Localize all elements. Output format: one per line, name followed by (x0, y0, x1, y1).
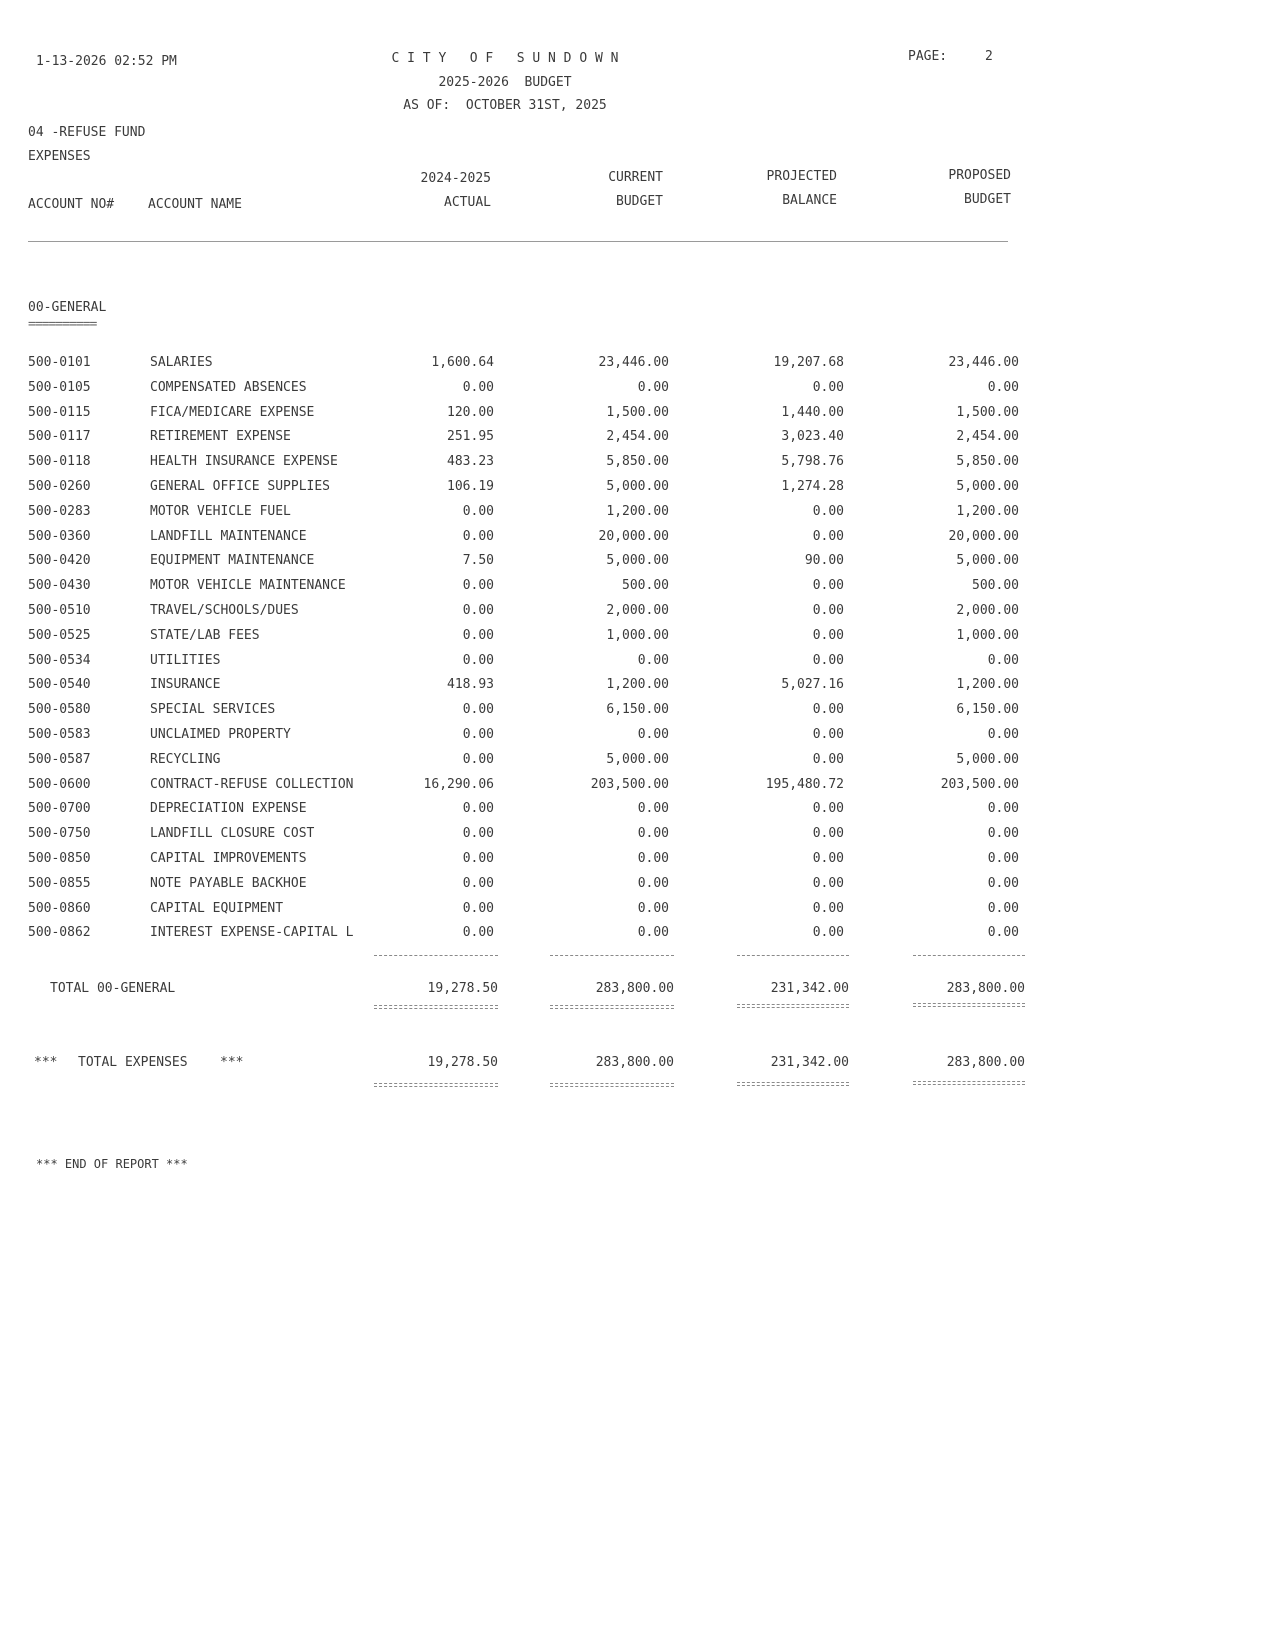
projected-balance: 0.00 (812, 851, 844, 866)
current-budget: 0.00 (637, 875, 669, 891)
account-number: 500-0855 (28, 875, 91, 891)
account-name: INSURANCE (150, 677, 221, 693)
table-row (0, 653, 1275, 673)
grand-total-actual: 19,278.50 (427, 1055, 498, 1070)
account-name: NOTE PAYABLE BACKHOE (150, 875, 307, 891)
projected-balance: 0.00 (812, 925, 844, 941)
report-datetime: 1-13-2026 02:52 PM (36, 54, 177, 69)
account-name: UNCLAIMED PROPERTY (150, 727, 291, 742)
projected-balance: 0.00 (812, 603, 844, 618)
dept-total-actual: 19,278.50 (427, 981, 498, 996)
table-row (0, 901, 1275, 921)
table-row (0, 851, 1275, 871)
projected-balance: 0.00 (812, 875, 844, 891)
actual-amount: 0.00 (462, 603, 494, 618)
account-name: HEALTH INSURANCE EXPENSE (150, 454, 338, 470)
account-name: MOTOR VEHICLE MAINTENANCE (150, 578, 346, 594)
end-of-report: *** END OF REPORT *** (36, 1157, 188, 1171)
department-name: 00-GENERAL (28, 300, 107, 315)
actual-amount: 0.00 (462, 900, 494, 916)
projected-balance: 0.00 (812, 627, 844, 643)
grand-total-label: TOTAL EXPENSES (78, 1055, 188, 1070)
table-row (0, 529, 1275, 549)
current-budget: 0.00 (637, 900, 669, 916)
projected-total-double-rule (737, 1004, 849, 1008)
table-row (0, 702, 1275, 722)
account-name: RECYCLING (150, 751, 221, 767)
projected-balance: 1,274.28 (781, 479, 844, 494)
actual-amount: 0.00 (462, 627, 494, 643)
projected-balance: 0.00 (812, 727, 844, 742)
account-number: 500-0580 (28, 702, 91, 718)
current-budget: 1,200.00 (606, 677, 669, 693)
actual-amount: 0.00 (462, 826, 494, 842)
actual-amount: 0.00 (462, 751, 494, 767)
proposed-budget: 1,000.00 (956, 627, 1019, 643)
actual-amount: 0.00 (462, 528, 494, 544)
actual-amount: 0.00 (462, 578, 494, 594)
dept-total-row (0, 981, 1275, 1001)
account-number: 500-0534 (28, 652, 91, 668)
actual-amount: 1,600.64 (431, 355, 494, 370)
dept-total-label: TOTAL 00-GENERAL (50, 981, 176, 996)
current-budget: 23,446.00 (598, 355, 669, 370)
col-current-bottom: BUDGET (616, 194, 663, 209)
table-row (0, 429, 1275, 449)
account-name: LANDFILL MAINTENANCE (150, 528, 307, 544)
account-name: LANDFILL CLOSURE COST (150, 826, 315, 842)
table-row (0, 727, 1275, 747)
projected-balance: 0.00 (812, 528, 844, 544)
table-row (0, 826, 1275, 846)
current-budget: 5,000.00 (606, 479, 669, 494)
proposed-budget: 0.00 (987, 900, 1019, 916)
projected-balance: 0.00 (812, 702, 844, 718)
account-name: UTILITIES (150, 652, 221, 668)
col-proposed-bottom: BUDGET (964, 192, 1011, 207)
current-budget: 1,000.00 (606, 627, 669, 643)
col-account-name: ACCOUNT NAME (148, 197, 242, 212)
actual-amount: 0.00 (462, 702, 494, 718)
table-row (0, 578, 1275, 598)
projected-balance: 0.00 (812, 578, 844, 594)
proposed-budget: 0.00 (987, 925, 1019, 941)
section-name: EXPENSES (28, 149, 91, 164)
current-budget: 5,850.00 (606, 454, 669, 470)
col-projected-bottom: BALANCE (782, 193, 837, 208)
table-row (0, 628, 1275, 648)
projected-balance: 0.00 (812, 503, 844, 519)
actual-amount: 0.00 (462, 851, 494, 866)
dept-total-projected: 231,342.00 (770, 981, 849, 996)
account-number: 500-0117 (28, 429, 91, 445)
account-name: STATE/LAB FEES (150, 627, 260, 643)
account-number: 500-0587 (28, 751, 91, 767)
projected-balance: 3,023.40 (781, 429, 844, 445)
account-number: 500-0583 (28, 727, 91, 742)
header-rule (28, 241, 1008, 242)
proposed-budget: 0.00 (987, 875, 1019, 891)
actual-grand-double-rule (374, 1083, 498, 1087)
proposed-subtotal-rule (913, 955, 1025, 956)
proposed-budget: 0.00 (987, 826, 1019, 842)
table-row (0, 380, 1275, 400)
current-budget: 2,454.00 (606, 429, 669, 445)
current-budget: 0.00 (637, 826, 669, 842)
account-number: 500-0700 (28, 801, 91, 817)
current-budget: 5,000.00 (606, 751, 669, 767)
projected-subtotal-rule (737, 955, 849, 956)
account-number: 500-0360 (28, 528, 91, 544)
account-name: TRAVEL/SCHOOLS/DUES (150, 603, 299, 618)
current-budget: 1,200.00 (606, 503, 669, 519)
current-budget: 20,000.00 (598, 528, 669, 544)
proposed-budget: 1,500.00 (956, 404, 1019, 420)
current-budget: 1,500.00 (606, 404, 669, 420)
account-number: 500-0525 (28, 627, 91, 643)
dept-total-current: 283,800.00 (595, 981, 674, 996)
actual-amount: 483.23 (447, 454, 494, 470)
actual-amount: 0.00 (462, 727, 494, 742)
account-name: GENERAL OFFICE SUPPLIES (150, 479, 331, 494)
col-account-no: ACCOUNT NO# (28, 197, 115, 212)
proposed-budget: 2,454.00 (956, 429, 1019, 445)
current-total-double-rule (550, 1005, 674, 1009)
account-name: COMPENSATED ABSENCES (150, 379, 307, 395)
proposed-budget: 500.00 (972, 578, 1019, 594)
current-budget: 0.00 (637, 925, 669, 941)
proposed-budget: 0.00 (987, 851, 1019, 866)
table-row (0, 752, 1275, 772)
projected-balance: 0.00 (812, 379, 844, 395)
dept-total-proposed: 283,800.00 (946, 981, 1025, 996)
account-number: 500-0510 (28, 603, 91, 618)
actual-amount: 0.00 (462, 652, 494, 668)
projected-balance: 0.00 (812, 751, 844, 767)
page-label: PAGE: (908, 49, 948, 64)
current-budget: 500.00 (622, 578, 669, 594)
table-row (0, 677, 1275, 697)
current-subtotal-rule (550, 955, 674, 956)
account-name: SALARIES (150, 355, 213, 370)
table-row (0, 801, 1275, 821)
proposed-budget: 203,500.00 (940, 776, 1019, 792)
account-name: RETIREMENT EXPENSE (150, 429, 291, 445)
account-number: 500-0420 (28, 553, 91, 569)
actual-amount: 0.00 (462, 503, 494, 519)
actual-amount: 418.93 (447, 677, 494, 693)
account-name: CAPITAL IMPROVEMENTS (150, 851, 307, 866)
projected-balance: 5,027.16 (781, 677, 844, 693)
proposed-budget: 5,000.00 (956, 751, 1019, 767)
proposed-budget: 0.00 (987, 727, 1019, 742)
proposed-budget: 1,200.00 (956, 677, 1019, 693)
col-proposed-top: PROPOSED (948, 168, 1011, 183)
account-name: SPECIAL SERVICES (150, 702, 276, 718)
grand-total-proposed: 283,800.00 (946, 1055, 1025, 1070)
actual-total-double-rule (374, 1005, 498, 1009)
projected-balance: 0.00 (812, 826, 844, 842)
projected-balance: 0.00 (812, 652, 844, 668)
current-budget: 0.00 (637, 851, 669, 866)
grand-total-row (0, 1055, 1275, 1075)
account-number: 500-0105 (28, 379, 91, 395)
current-budget: 0.00 (637, 652, 669, 668)
actual-amount: 0.00 (462, 379, 494, 395)
account-name: INTEREST EXPENSE-CAPITAL L (150, 925, 354, 941)
account-name: MOTOR VEHICLE FUEL (150, 503, 291, 519)
projected-balance: 1,440.00 (781, 404, 844, 420)
projected-balance: 19,207.68 (773, 355, 844, 370)
as-of-date: AS OF: OCTOBER 31ST, 2025 (403, 98, 607, 113)
account-number: 500-0540 (28, 677, 91, 693)
proposed-budget: 0.00 (987, 379, 1019, 395)
col-current-top: CURRENT (608, 170, 663, 185)
current-grand-double-rule (550, 1083, 674, 1087)
city-title: C I T Y O F S U N D O W N (391, 51, 619, 66)
fund-name: 04 -REFUSE FUND (28, 125, 146, 140)
account-number: 500-0750 (28, 826, 91, 842)
account-name: CAPITAL EQUIPMENT (150, 900, 284, 916)
actual-amount: 106.19 (447, 479, 494, 494)
projected-balance: 90.00 (804, 553, 844, 569)
proposed-budget: 5,000.00 (956, 479, 1019, 494)
account-number: 500-0115 (28, 404, 91, 420)
grand-total-stars-left: *** (34, 1055, 58, 1070)
actual-amount: 0.00 (462, 801, 494, 817)
current-budget: 0.00 (637, 379, 669, 395)
actual-amount: 251.95 (447, 429, 494, 445)
projected-balance: 0.00 (812, 801, 844, 817)
actual-subtotal-rule (374, 955, 498, 956)
account-number: 500-0862 (28, 925, 91, 941)
table-row (0, 405, 1275, 425)
table-row (0, 355, 1275, 375)
proposed-budget: 20,000.00 (948, 528, 1019, 544)
table-row (0, 553, 1275, 573)
account-name: EQUIPMENT MAINTENANCE (150, 553, 315, 569)
projected-grand-double-rule (737, 1082, 849, 1086)
current-budget: 0.00 (637, 801, 669, 817)
table-row (0, 454, 1275, 474)
proposed-grand-double-rule (913, 1081, 1025, 1085)
account-number: 500-0600 (28, 776, 91, 792)
account-number: 500-0118 (28, 454, 91, 470)
account-number: 500-0101 (28, 355, 91, 370)
proposed-budget: 1,200.00 (956, 503, 1019, 519)
account-number: 500-0430 (28, 578, 91, 594)
proposed-budget: 0.00 (987, 801, 1019, 817)
grand-total-projected: 231,342.00 (770, 1055, 849, 1070)
proposed-budget: 5,850.00 (956, 454, 1019, 470)
projected-balance: 195,480.72 (765, 776, 844, 792)
page-number: 2 (985, 49, 993, 64)
actual-amount: 0.00 (462, 925, 494, 941)
account-number: 500-0850 (28, 851, 91, 866)
actual-amount: 7.50 (462, 553, 494, 569)
proposed-total-double-rule (913, 1003, 1025, 1007)
account-name: FICA/MEDICARE EXPENSE (150, 404, 315, 420)
account-name: CONTRACT-REFUSE COLLECTION (150, 776, 354, 792)
table-row (0, 504, 1275, 524)
grand-total-current: 283,800.00 (595, 1055, 674, 1070)
actual-amount: 0.00 (462, 875, 494, 891)
proposed-budget: 0.00 (987, 652, 1019, 668)
current-budget: 2,000.00 (606, 603, 669, 618)
current-budget: 0.00 (637, 727, 669, 742)
table-row (0, 876, 1275, 896)
current-budget: 203,500.00 (590, 776, 669, 792)
department-underline: ========== (28, 317, 97, 332)
proposed-budget: 6,150.00 (956, 702, 1019, 718)
actual-amount: 120.00 (447, 404, 494, 420)
grand-total-stars-right: *** (220, 1055, 244, 1070)
proposed-budget: 5,000.00 (956, 553, 1019, 569)
account-number: 500-0283 (28, 503, 91, 519)
col-actual-year: 2024-2025 (420, 171, 491, 186)
current-budget: 6,150.00 (606, 702, 669, 718)
table-row (0, 603, 1275, 623)
table-row (0, 925, 1275, 945)
account-name: DEPRECIATION EXPENSE (150, 801, 307, 817)
current-budget: 5,000.00 (606, 553, 669, 569)
account-number: 500-0860 (28, 900, 91, 916)
proposed-budget: 23,446.00 (948, 355, 1019, 370)
account-number: 500-0260 (28, 479, 91, 494)
col-projected-top: PROJECTED (766, 169, 837, 184)
projected-balance: 5,798.76 (781, 454, 844, 470)
proposed-budget: 2,000.00 (956, 603, 1019, 618)
col-actual-label: ACTUAL (444, 195, 491, 210)
table-row (0, 777, 1275, 797)
projected-balance: 0.00 (812, 900, 844, 916)
actual-amount: 16,290.06 (423, 776, 494, 792)
budget-title: 2025-2026 BUDGET (438, 75, 572, 90)
table-row (0, 479, 1275, 499)
